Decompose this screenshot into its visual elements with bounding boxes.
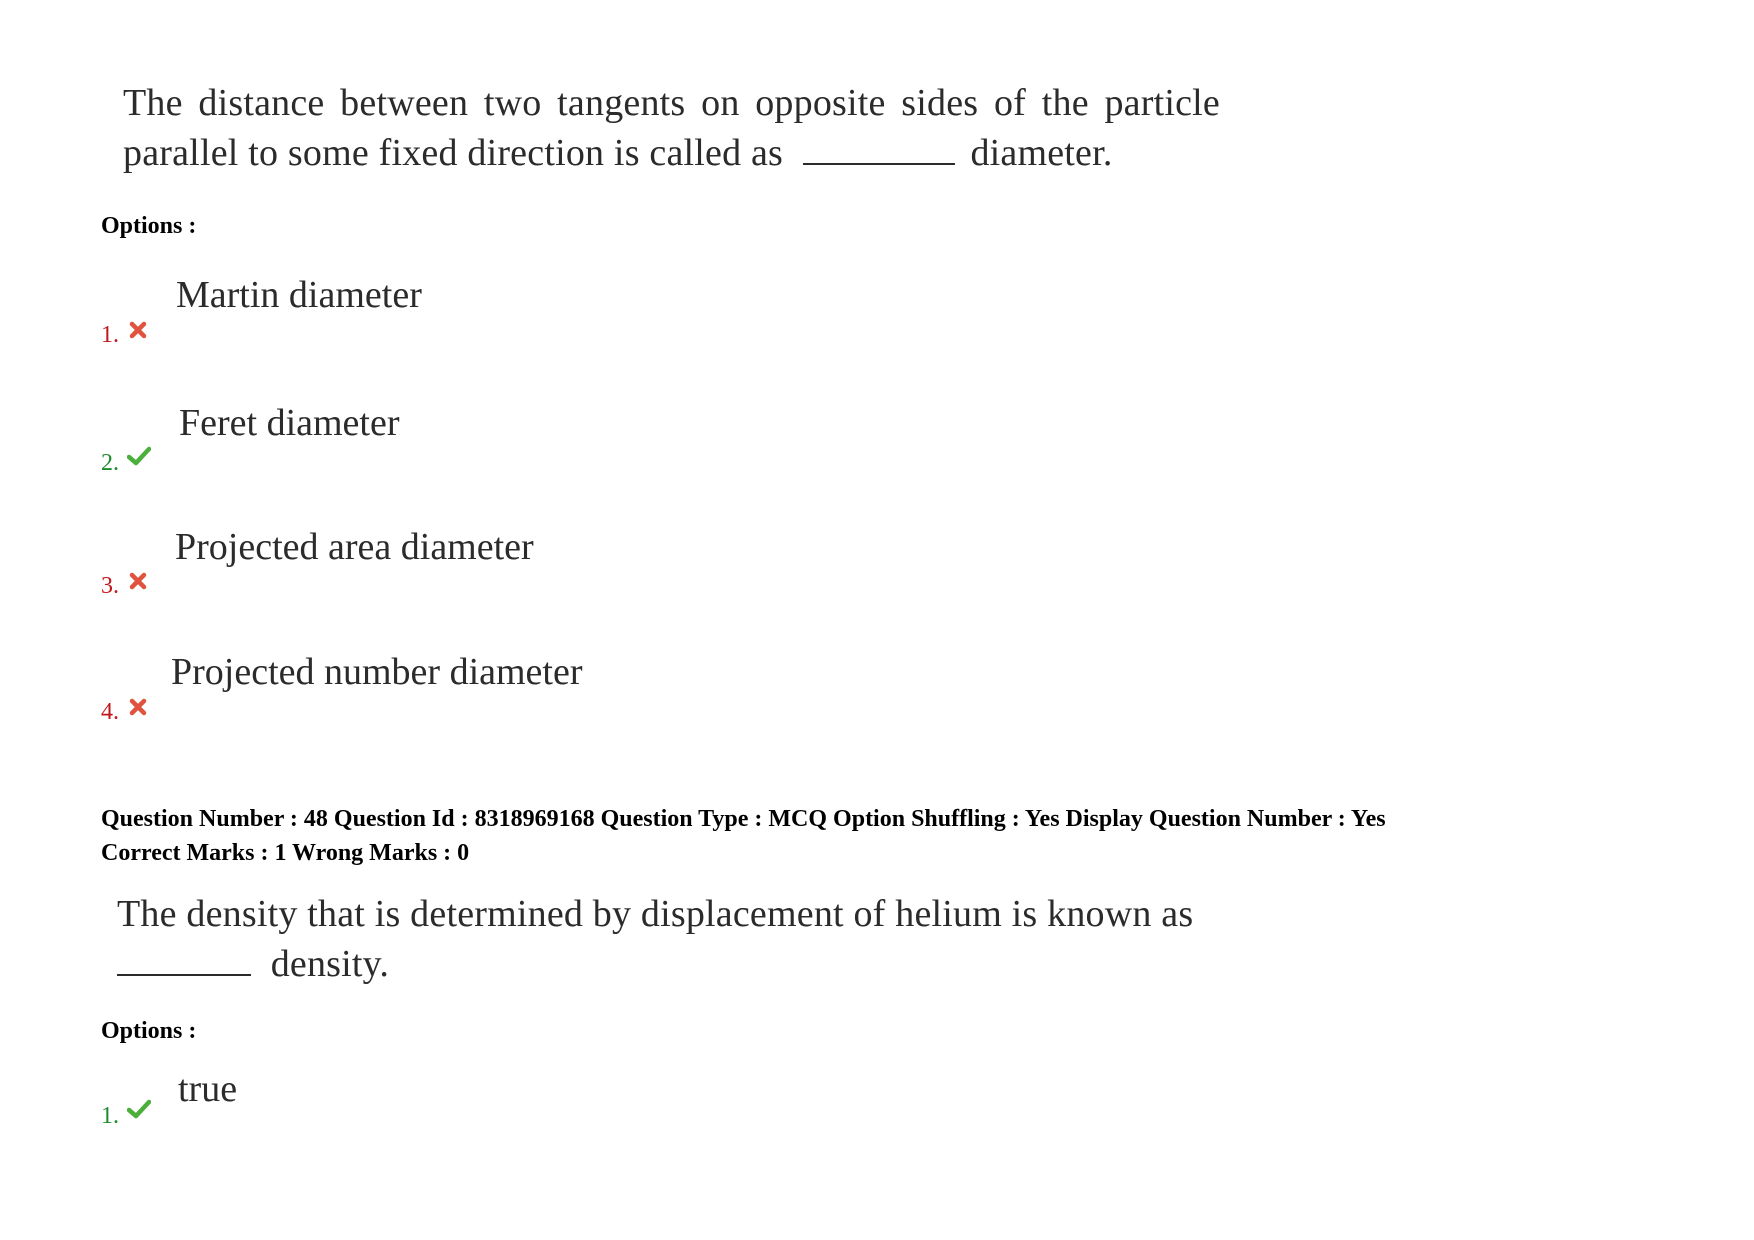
option-number: 1. [101,1103,119,1129]
cross-icon [128,320,148,340]
cross-icon [128,697,148,717]
question-1-line-2-end: diameter. [970,132,1113,174]
option-text: Martin diameter [176,274,422,316]
options-label: Options : [101,1018,197,1044]
question-1-line-2 [123,128,1220,178]
question-metadata: Question Number : 48 Question Id : 8318969168 Question Type : MCQ Option Shuffling : Yes Display Question Number : Yes [101,806,1386,832]
question-2-line-2-end: density. [270,943,390,985]
question-2-line-2 [117,939,1193,989]
option-number: 4. [101,699,119,725]
cross-icon [128,571,148,591]
option-text: true [178,1068,238,1110]
option-text: Projected area diameter [175,526,534,568]
check-icon [127,1099,151,1119]
options-label: Options : [101,213,197,239]
option-number: 1. [101,322,119,348]
question-1-stem [123,78,1220,178]
answer-blank [803,131,955,165]
check-icon [127,446,151,466]
question-2-line-1: The density that is determined by displacement of helium is known as [117,893,1194,935]
question-2-stem [117,889,1193,989]
option-text: Projected number diameter [171,651,583,693]
option-text: Feret diameter [179,402,400,444]
option-number: 3. [101,573,119,599]
question-1-line-1: The distance between two tangents on opposite sides of the particle [123,82,1220,124]
answer-blank [117,942,251,976]
option-number: 2. [101,450,119,476]
question-1-line-2-start: parallel to some fixed direction is called as [123,132,784,174]
question-marks: Correct Marks : 1 Wrong Marks : 0 [101,840,470,866]
